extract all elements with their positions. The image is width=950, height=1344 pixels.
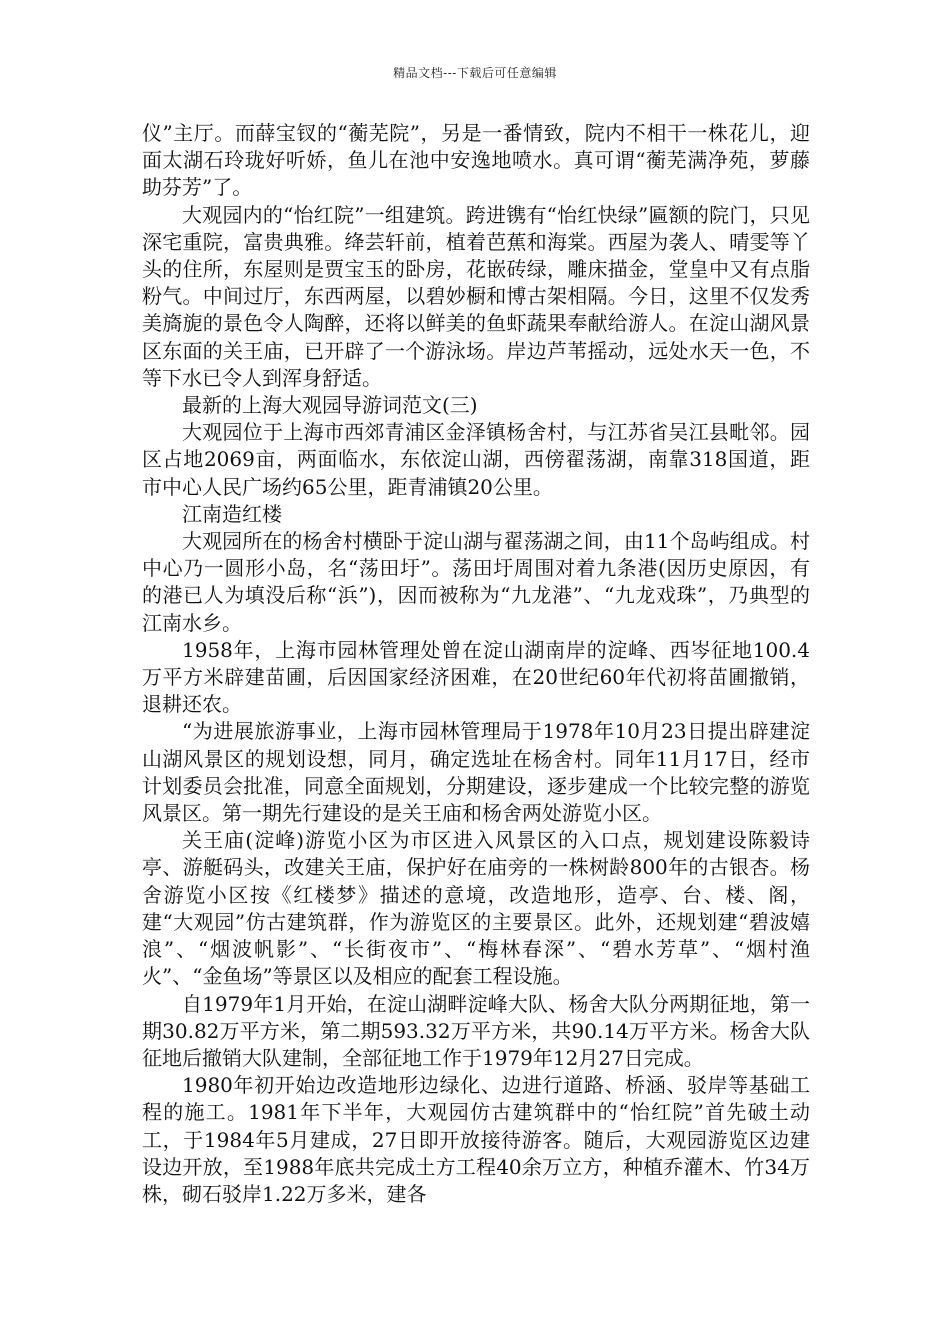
paragraph: 关王庙(淀峰)游览小区为市区进入风景区的入口点，规划建设陈毅诗亭、游艇码头，改建关王庙，保护好在庙旁的一株树龄800年的古银杏。杨舍游览小区按《红楼梦》描述的意境，改造地形，造亭、台、楼、阁，建“大观园”仿古建筑群，作为游览区的主要景区。此外，还规划建“碧波嬉浪”、“烟波帆影”、“长街夜市”、“梅林春深”、“碧水芳草”、“烟村渔火”、“金鱼场”等景区以及相应的配套工程设施。 bbox=[142, 828, 810, 989]
paragraph: 自1979年1月开始，在淀山湖畔淀峰大队、杨舍大队分两期征地，第一期30.82万平方米，第二期593.32万平方米，共90.14万平方米。杨舍大队征地后撤销大队建制，全部征地工作于1979年12月27日完成。 bbox=[142, 991, 810, 1070]
document-body bbox=[142, 120, 810, 1208]
paragraph: 仪”主厅。而薛宝钗的“蘅芜院”，另是一番情致，院内不相干一株花儿，迎面太湖石玲珑好听娇，鱼儿在池中安逸地喷水。真可谓“蘅芜满净苑，萝藤助芬芳”了。 bbox=[142, 121, 810, 200]
paragraph: 大观园位于上海市西郊青浦区金泽镇杨舍村，与江苏省吴江县毗邻。园区占地2069亩，两面临水，东依淀山湖，西傍翟荡湖，南靠318国道，距市中心人民广场约65公里，距青浦镇20公里。 bbox=[142, 420, 810, 499]
paragraph: 大观园内的“怡红院”一组建筑。跨进镌有“怡红快绿”匾额的院门，只见深宅重院，富贵典雅。绛芸轩前，植着芭蕉和海棠。西屋为袭人、晴雯等丫头的住所，东屋则是贾宝玉的卧房，花嵌砖绿，雕床描金，堂皇中又有点脂粉气。中间过厅，东西两屋，以碧妙橱和博古架相隔。今日，这里不仅发秀美旖旎的景色令人陶醉，还将以鲜美的鱼虾蔬果奉献给游人。在淀山湖风景区东面的关王庙，已开辟了一个游泳场。岸边芦苇摇动，远处水天一色，不等下水已令人到浑身舒适。 bbox=[142, 202, 810, 390]
section-heading: 最新的上海大观园导游词范文(三) bbox=[182, 393, 478, 418]
paragraph: “为进展旅游事业，上海市园林管理局于1978年10月23日提出辟建淀山湖风景区的规划设想，同月，确定选址在杨舍村。同年11月17日，经市计划委员会批准，同意全面规划，分期建设，逐步建成一个比较完整的游览风景区。第一期先行建设的是关王庙和杨舍两处游览小区。 bbox=[142, 719, 810, 826]
page-header: 精品文档---下载后可任意编辑 bbox=[393, 66, 557, 80]
paragraph: 大观园所在的杨舍村横卧于淀山湖与翟荡湖之间，由11个岛屿组成。村中心乃一圆形小岛，名“荡田圩”。荡田圩周围对着九条港(因历史原因，有的港已人为填没后称“浜”)，因而被称为“九龙港”、“九龙戏珠”，乃典型的江南水乡。 bbox=[142, 529, 810, 635]
paragraph: 1958年，上海市园林管理处曾在淀山湖南岸的淀峰、西岑征地100.4万平方米辟建苗圃，后因国家经济困难，在20世纪60年代初将苗圃撤销，退耕还农。 bbox=[142, 637, 810, 717]
section-heading: 江南造红楼 bbox=[182, 501, 282, 526]
paragraph: 1980年初开始边改造地形边绿化、边进行道路、桥涵、驳岸等基础工程的施工。1981年下半年，大观园仿古建筑群中的“怡红院”首先破土动工，于1984年5月建成，27日即开放接待游客。随后，大观园游览区边建设边开放，至1988年底共完成土方工程40余万立方，种植乔灌木、竹34万株，砌石驳岸1.22万多米，建各 bbox=[142, 1073, 810, 1206]
